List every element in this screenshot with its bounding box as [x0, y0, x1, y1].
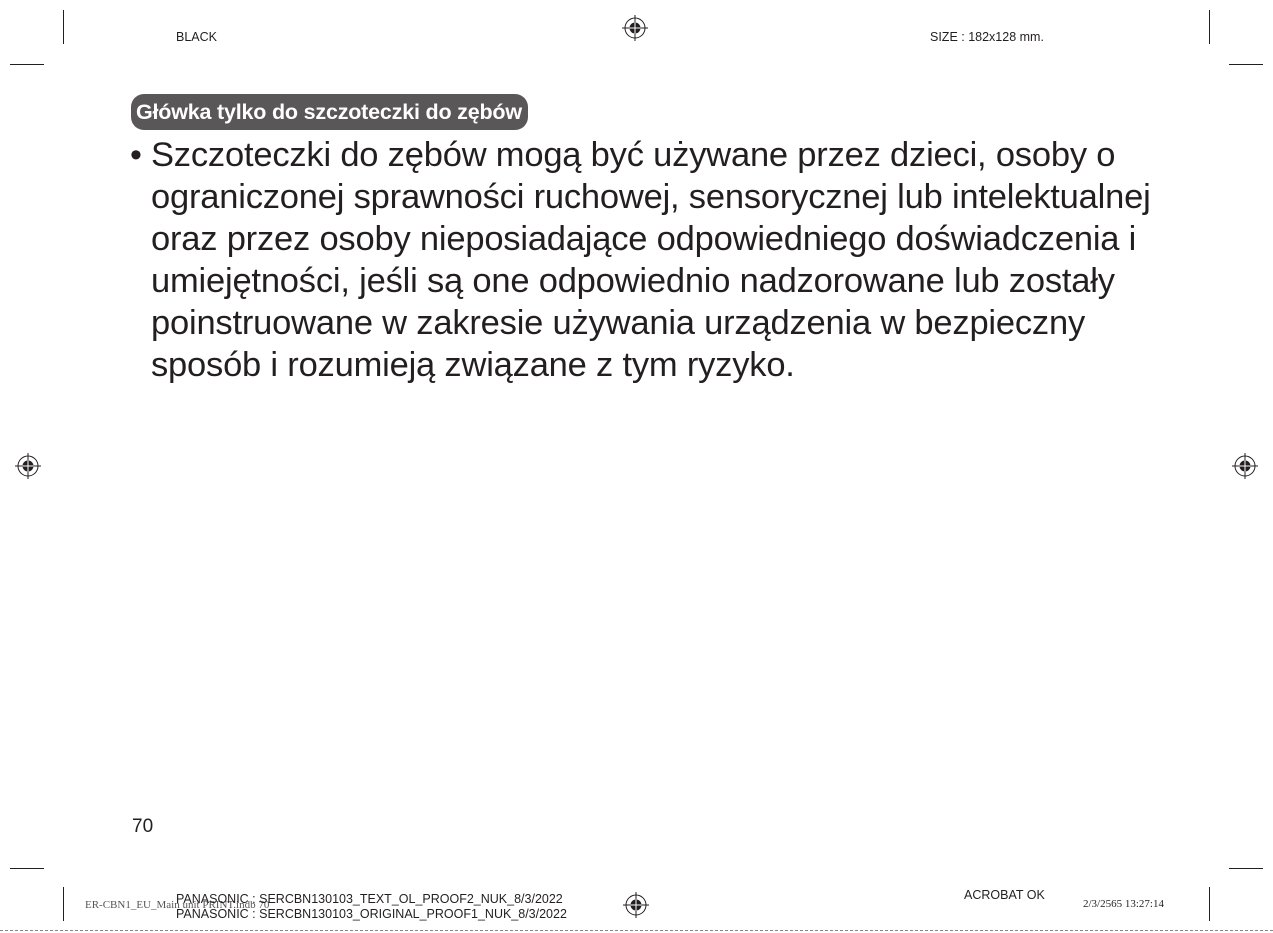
color-label: BLACK: [176, 30, 217, 44]
acrobat-label: ACROBAT OK: [964, 888, 1045, 902]
size-label: SIZE : 182x128 mm.: [930, 30, 1044, 44]
bullet-marker: •: [130, 136, 142, 174]
section-heading: Główka tylko do szczoteczki do zębów: [131, 94, 528, 130]
crop-mark-bottom-left-vertical: [63, 887, 64, 921]
proof-line-2: PANASONIC : SERCBN130103_ORIGINAL_PROOF1_NUK_8/3/2022: [176, 907, 567, 921]
registration-target-icon: [1231, 452, 1259, 480]
crop-mark-bottom-right-horizontal: [1229, 868, 1263, 869]
registration-target-icon: [621, 14, 649, 42]
timestamp: 2/3/2565 13:27:14: [1083, 898, 1164, 910]
registration-target-icon: [14, 452, 42, 480]
trim-divider: [0, 930, 1273, 931]
proof-line-1: PANASONIC : SERCBN130103_TEXT_OL_PROOF2_NUK_8/3/2022: [176, 892, 563, 906]
crop-mark-top-right-horizontal: [1229, 64, 1263, 65]
crop-mark-top-left-horizontal: [10, 64, 44, 65]
crop-mark-bottom-left-horizontal: [10, 868, 44, 869]
file-name: ER-CBN1_EU_Main unit PRINT.indb 70: [85, 899, 270, 911]
safety-paragraph: Szczoteczki do zębów mogą być używane przez dzieci, osoby o ograniczonej sprawności ruchowej, sensorycznej lub intelektualnej oraz przez osoby nieposiadające odpowiedniego doświadczenia i umiejętności, jeśli są one odpowiednio nadzorowane lub zostały poinstruowane w zakresie używania urządzenia w bezpieczny sposób i rozumieją związane z tym ryzyko.: [151, 136, 1151, 384]
registration-target-icon: [622, 891, 650, 919]
page-number: 70: [132, 816, 154, 837]
crop-mark-top-left-vertical: [63, 10, 64, 44]
crop-mark-bottom-right-vertical: [1209, 887, 1210, 921]
crop-mark-top-right-vertical: [1209, 10, 1210, 44]
